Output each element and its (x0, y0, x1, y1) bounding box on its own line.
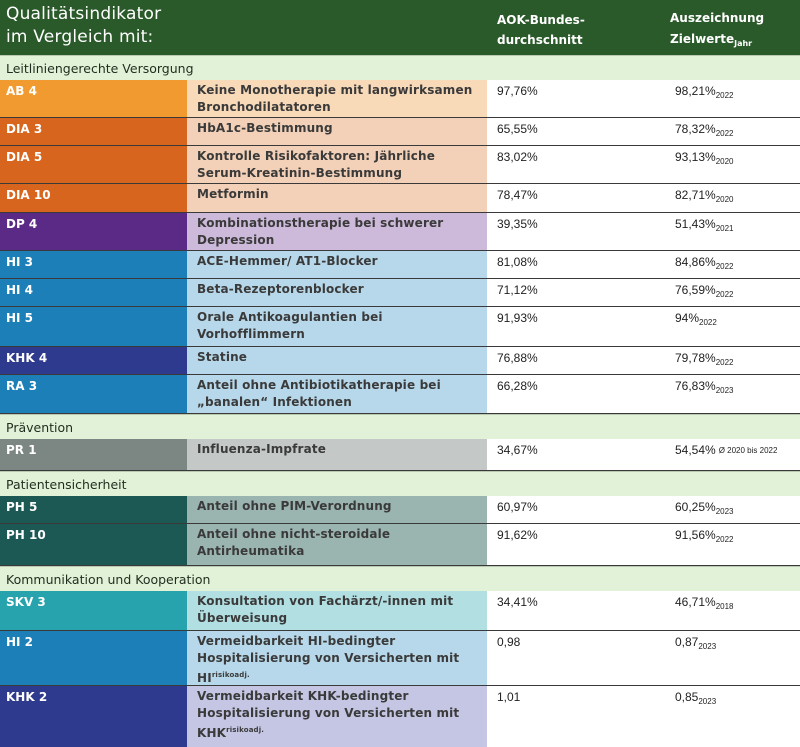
table-row-dia10 (0, 184, 800, 213)
aok-value: 1,01 (497, 690, 521, 704)
indicator-code: RA 3 (0, 375, 187, 413)
aok-value: 60,97% (497, 500, 538, 514)
header-title-line1: Qualitätsindikator (6, 4, 162, 24)
header-aok-average (497, 10, 647, 50)
target-value: $76,59\%_{2022}$ (675, 283, 734, 299)
header-title-line2: im Vergleich mit: (6, 27, 154, 47)
header-zw-line2: Zielwerte (670, 32, 735, 46)
target-value: $79,78\%_{2022}$ (675, 351, 734, 367)
aok-value: 34,41% (497, 595, 538, 609)
header-aok-line1: AOK-Bundes- (497, 13, 585, 27)
aok-value: 71,12% (497, 283, 538, 297)
aok-value: 91,93% (497, 311, 538, 325)
aok-value: 78,47% (497, 188, 538, 202)
table-row-ph10 (0, 524, 800, 566)
aok-value: 76,88% (497, 351, 538, 365)
indicator-code: PH 5 (0, 496, 187, 523)
indicator-code: DP 4 (0, 213, 187, 250)
indicator-code: HI 2 (0, 631, 187, 685)
target-value: $78,32\%_{2022}$ (675, 122, 734, 138)
indicator-code: KHK 2 (0, 686, 187, 747)
aok-value: 66,28% (497, 379, 538, 393)
aok-value: 39,35% (497, 217, 538, 231)
target-value: $84,86\%_{2022}$ (675, 255, 734, 271)
indicator-label: Anteil ohne PIM-Verordnung (187, 496, 487, 523)
aok-value: 34,67% (497, 443, 538, 457)
indicator-code: PR 1 (0, 439, 187, 470)
indicator-label: Kombinationstherapie bei schwerer Depression (187, 213, 487, 250)
table-row-skv3 (0, 591, 800, 631)
indicator-code: AB 4 (0, 80, 187, 117)
target-value: $82,71\%_{2020}$ (675, 188, 734, 204)
table-row-dia5 (0, 146, 800, 184)
indicator-label: Anteil ohne Antibiotikatherapie bei „banalen“ Infektionen (187, 375, 487, 413)
target-value: 54,54% Ø 2020 bis 2022 (675, 443, 778, 457)
target-value: $60,25\%_{2023}$ (675, 500, 734, 516)
indicator-code: DIA 3 (0, 118, 187, 145)
target-value: $91,56\%_{2022}$ (675, 528, 734, 544)
indicator-code: HI 4 (0, 279, 187, 306)
indicator-label: Beta-Rezeptorenblocker (187, 279, 487, 306)
header-zw-line1: Auszeichnung (670, 11, 765, 25)
indicator-label: Konsultation von Fachärzt/-innen mit Überweisung (187, 591, 487, 630)
indicator-code: SKV 3 (0, 591, 187, 630)
table-header (0, 0, 800, 55)
table-row-ra3 (0, 375, 800, 414)
table-row-hi5 (0, 307, 800, 347)
target-value: $98,21\%_{2022}$ (675, 84, 734, 100)
table-row-hi2 (0, 631, 800, 686)
header-title (6, 3, 306, 49)
indicator-label: Kontrolle Risikofaktoren: Jährliche Serum-Kreatinin-Bestimmung (187, 146, 487, 183)
table-row-ab4 (0, 80, 800, 118)
section-guideline-care: Leitliniengerechte Versorgung (0, 55, 800, 80)
table-row-khk4 (0, 347, 800, 375)
indicator-label: Keine Monotherapie mit langwirksamen Bronchodilatatoren (187, 80, 487, 117)
aok-value: 0,98 (497, 635, 521, 649)
table-row-dp4 (0, 213, 800, 251)
table-row-ph5 (0, 496, 800, 524)
target-value: $46,71\%_{2018}$ (675, 595, 734, 611)
indicator-code: DIA 5 (0, 146, 187, 183)
indicator-label: HbA1c-Bestimmung (187, 118, 487, 145)
indicator-label: Vermeidbarkeit KHK-bedingter Hospitalisierung von Versicherten mit $KHK^{risikoadj.}$ (187, 686, 487, 747)
target-value: $94\%_{2022}$ (675, 311, 717, 327)
target-value: $93,13\%_{2020}$ (675, 150, 734, 166)
table-row-dia3 (0, 118, 800, 146)
indicator-label: ACE-Hemmer/ AT1-Blocker (187, 251, 487, 278)
indicator-code: DIA 10 (0, 184, 187, 212)
indicator-label: Orale Antikoagulantien bei Vorhofflimmern (187, 307, 487, 346)
table-row-hi4 (0, 279, 800, 307)
aok-value: 81,08% (497, 255, 538, 269)
section-prevention: Prävention (0, 414, 800, 439)
table-row-pr1 (0, 439, 800, 471)
section-communication: Kommunikation und Kooperation (0, 566, 800, 591)
target-value: $0,85_{2023}$ (675, 690, 717, 706)
aok-value: 91,62% (497, 528, 538, 542)
indicator-code: PH 10 (0, 524, 187, 565)
indicator-label: Vermeidbarkeit HI-bedingter Hospitalisierung von Versicherten mit $HI^{risikoadj.}$ (187, 631, 487, 685)
aok-value: 65,55% (497, 122, 538, 136)
indicator-code: HI 3 (0, 251, 187, 278)
indicator-label: Statine (187, 347, 487, 374)
aok-value: 97,76% (497, 84, 538, 98)
aok-value: 83,02% (497, 150, 538, 164)
indicator-label: Influenza-Impfrate (187, 439, 487, 470)
table-row-hi3 (0, 251, 800, 279)
indicator-code: HI 5 (0, 307, 187, 346)
target-value: $76,83\%_{2023}$ (675, 379, 734, 395)
indicator-code: KHK 4 (0, 347, 187, 374)
header-aok-line2: durchschnitt (497, 33, 583, 47)
table-row-khk2 (0, 686, 800, 747)
target-value: $51,43\%_{2021}$ (675, 217, 734, 233)
target-value: $0,87_{2023}$ (675, 635, 717, 651)
indicator-label: Anteil ohne nicht-steroidale Antirheumatika (187, 524, 487, 565)
indicator-label: Metformin (187, 184, 487, 212)
header-target-values (670, 8, 800, 54)
section-patient-safety: Patientensicherheit (0, 471, 800, 496)
header-zw-sub: Jahr (734, 39, 753, 48)
